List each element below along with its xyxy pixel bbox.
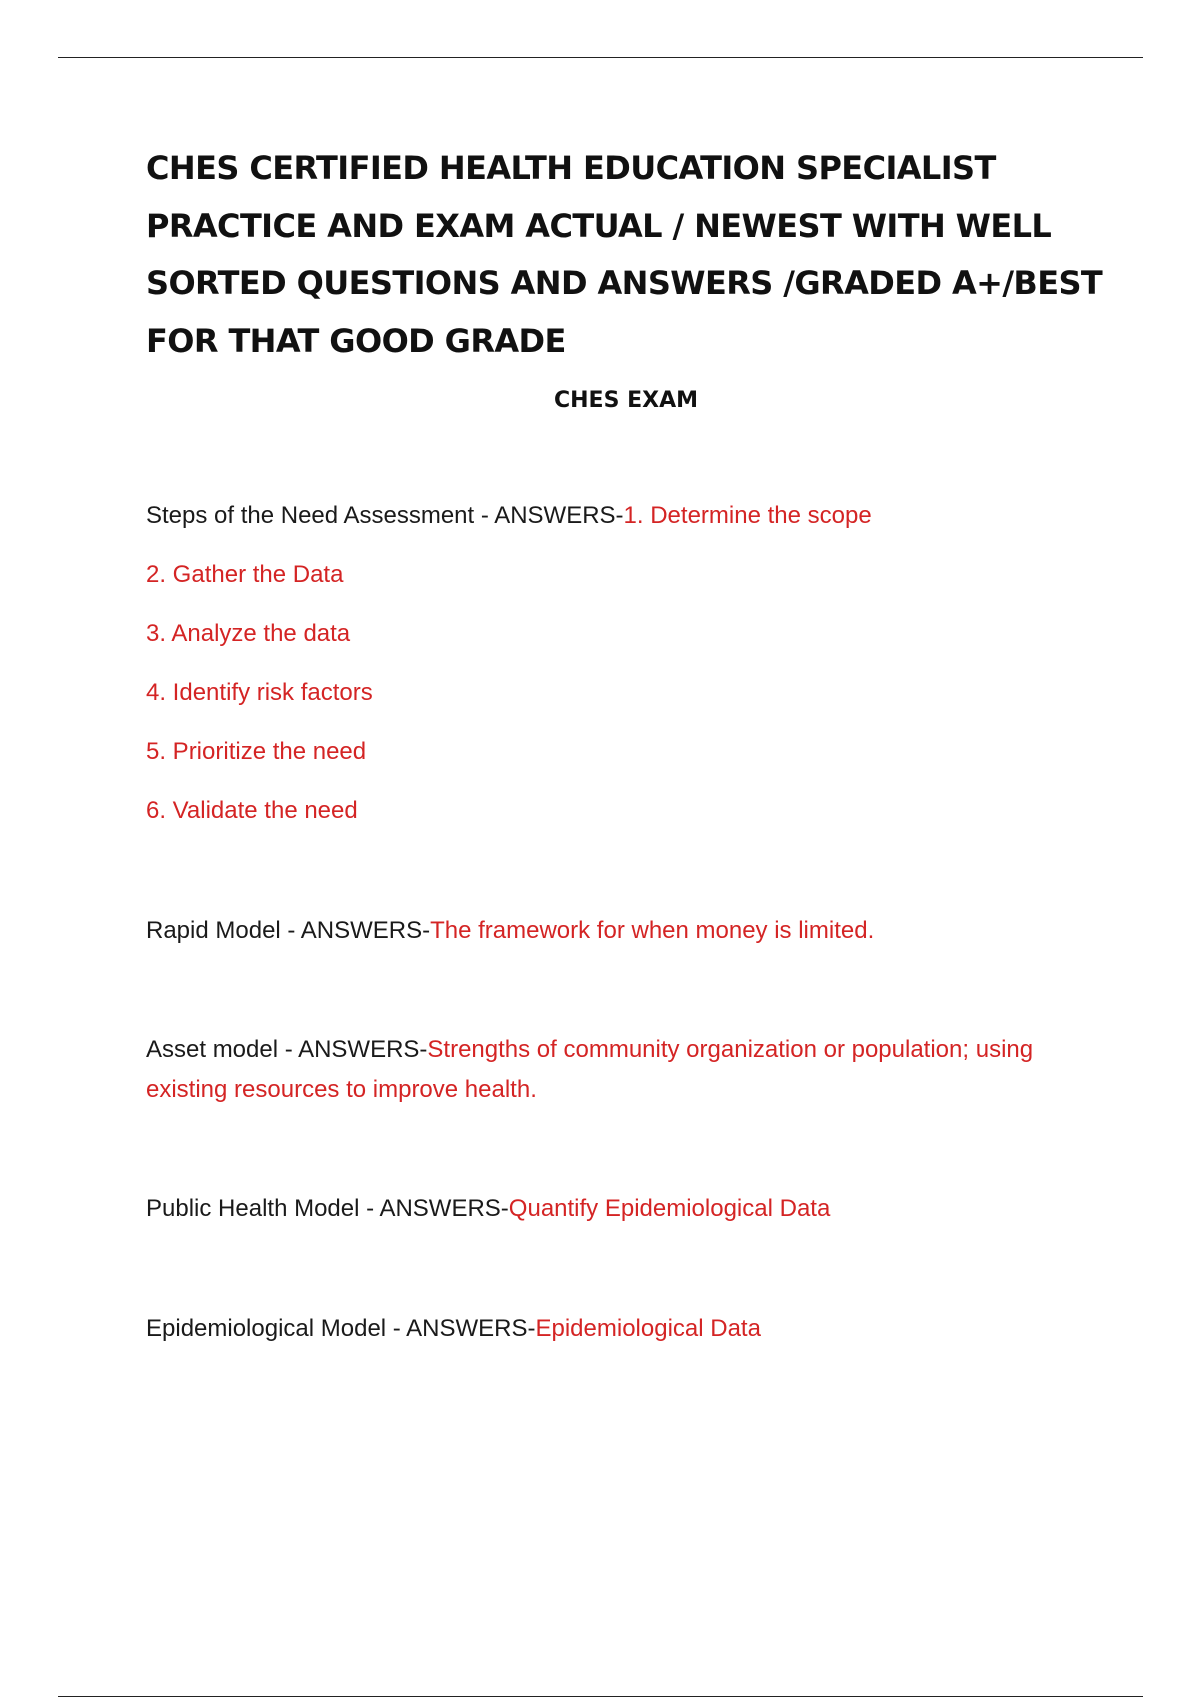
question-asset-model: Asset model - ANSWERS- [146, 1036, 428, 1063]
top-rule [58, 57, 1143, 58]
answer-step-1: 1. Determine the scope [623, 502, 872, 529]
answer-step-5: 5. Prioritize the need [146, 738, 367, 765]
qa-public-health-model [146, 1189, 1106, 1229]
question-epidemiological-model: Epidemiological Model - ANSWERS- [146, 1315, 536, 1342]
question-public-health-model: Public Health Model - ANSWERS- [146, 1195, 509, 1222]
answer-asset-model: Strengths of community organization or population; using existing resources to improve health. [146, 1036, 1034, 1103]
qa-asset-model [146, 1030, 1106, 1110]
qa-need-assessment [146, 496, 1106, 536]
answer-step-2: 2. Gather the Data [146, 561, 344, 588]
answer-public-health-model: Quantify Epidemiological Data [508, 1195, 831, 1222]
document-subtitle: CHES EXAM [554, 388, 698, 413]
qa-rapid-model [146, 911, 1106, 951]
answer-epidemiological-model: Epidemiological Data [535, 1315, 761, 1342]
answer-rapid-model: The framework for when money is limited. [430, 917, 875, 944]
document-title: CHES CERTIFIED HEALTH EDUCATION SPECIALIST PRACTICE AND EXAM ACTUAL / NEWEST WITH WELL SORTED QUESTIONS AND ANSWERS /GRADED A+/BEST FOR THAT GOOD GRADE [146, 149, 1103, 360]
question-need-assessment: Steps of the Need Assessment - ANSWERS- [146, 502, 624, 529]
bottom-rule [58, 1696, 1143, 1697]
answer-step-6: 6. Validate the need [146, 797, 358, 824]
document-body [146, 140, 1106, 1349]
qa-epidemiological-model [146, 1309, 1106, 1349]
answer-step-4: 4. Identify risk factors [146, 679, 373, 706]
answer-step-3: 3. Analyze the data [146, 620, 351, 647]
question-rapid-model: Rapid Model - ANSWERS- [146, 917, 431, 944]
